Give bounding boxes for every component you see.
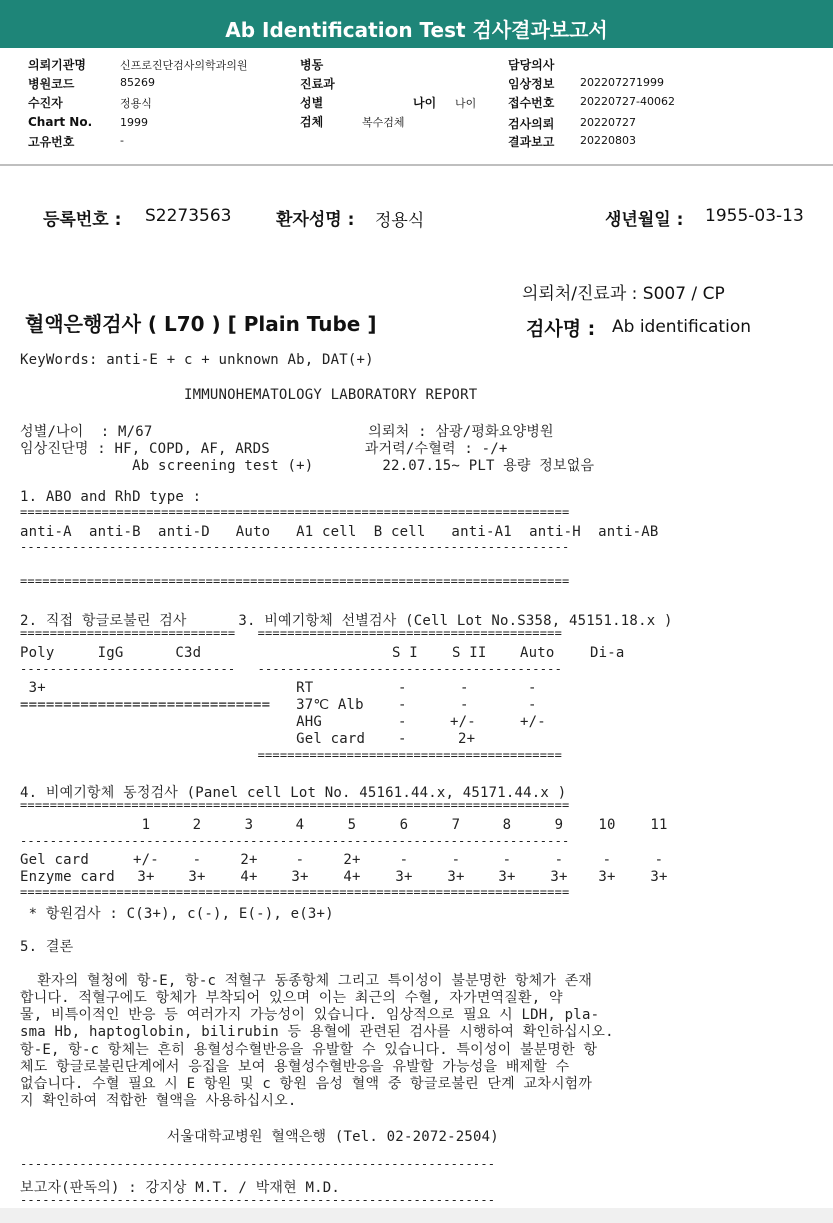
conclusion-line: 체도 항글로불린단계에서 응집을 보여 용혈성수혈반응을 유발할 가능성을 배제할 수 [20, 1059, 570, 1075]
chart-no-value: 1999 [120, 116, 148, 129]
screening-cell: +/- [520, 714, 546, 730]
panel-enzyme-result: 3+ [498, 869, 516, 885]
reporter-line: 보고자(판독의) : 강지상 M.T. / 박재현 M.D. [20, 1180, 341, 1196]
signature-rule-top: ---------------------------------------------------------------- [20, 1157, 496, 1171]
exam-name-label: 검사명 : [526, 318, 596, 340]
reg-no-label: 등록번호 : [43, 210, 122, 230]
receipt-no-value: 20220727-40062 [580, 95, 675, 108]
panel-rule-mid: -------------------------------------------------------------------------- [20, 834, 570, 848]
abo-header-row: anti-A anti-B anti-D Auto A1 cell B cell anti-A1 anti-H anti-AB [20, 524, 659, 540]
report-heading: IMMUNOHEMATOLOGY LABORATORY REPORT [20, 387, 478, 403]
panel-enzyme-result: 3+ [550, 869, 568, 885]
dat-result-rt-row: 3+ RT [20, 680, 314, 696]
report-date-label: 결과보고 [508, 135, 555, 149]
panel-gel-result: - [602, 852, 612, 868]
abo-rule-bottom: ========================================================================== [20, 574, 570, 588]
screening-header-auto: Auto [520, 645, 555, 661]
panel-gel-result: 2+ [343, 852, 361, 868]
screening-header-s1: S I [392, 645, 418, 661]
panel-cell-number: 6 [399, 817, 409, 833]
dat-rule-mid: ----------------------------- ----------------------------------------- [20, 662, 562, 676]
signature-rule-bottom: ---------------------------------------------------------------- [20, 1193, 496, 1207]
section-conclusion-title: 5. 결론 [20, 939, 74, 955]
dept-line: 의뢰처/진료과 : S007 / CP [522, 284, 725, 304]
chart-no-label: Chart No. [28, 115, 93, 129]
section-abo-title: 1. ABO and RhD type : [20, 489, 202, 505]
panel-gel-result: - [399, 852, 409, 868]
bottom-band [0, 1208, 833, 1223]
patient-value: 정용식 [120, 97, 152, 110]
screening-cell: - [398, 731, 407, 747]
panel-rule-bottom: ========================================================================== [20, 885, 570, 899]
panel-enzyme-result: 3+ [395, 869, 413, 885]
report-date-value: 20220803 [580, 134, 636, 147]
screening-cell: - [460, 680, 469, 696]
age-value: 나이 [455, 97, 477, 110]
section-panel-title: 4. 비예기항체 동정검사 (Panel cell Lot No. 45161.44.x, 45171.44.x ) [20, 785, 567, 801]
panel-cell-number: 5 [347, 817, 357, 833]
patient-name-label: 환자성명 : [276, 210, 355, 230]
hospital-name-value: 신프로진단검사의학과의원 [120, 59, 248, 72]
screening-cell: - [528, 680, 537, 696]
panel-cell-number: 4 [295, 817, 305, 833]
reg-no-value: S2273563 [145, 206, 232, 226]
panel-enzyme-result: 4+ [240, 869, 258, 885]
unique-no-label: 고유번호 [28, 135, 75, 149]
panel-enzyme-label: Enzyme card [20, 869, 115, 885]
panel-cell-number: 3 [244, 817, 254, 833]
panel-gel-result: - [502, 852, 512, 868]
exam-name-value: Ab identification [612, 317, 751, 337]
age-label: 나이 [413, 96, 437, 110]
dat-rule-top: ============================= ========================================= [20, 626, 562, 640]
panel-enzyme-result: 3+ [447, 869, 465, 885]
screening-cell: +/- [450, 714, 476, 730]
hospital-name-label: 의뢰기관명 [28, 58, 86, 72]
hospital-code-value: 85269 [120, 76, 155, 89]
screening-cell: 2+ [458, 731, 476, 747]
report-title: Ab Identification Test 검사결과보고서 [225, 18, 608, 42]
screening-cell: - [398, 714, 407, 730]
panel-enzyme-result: 3+ [188, 869, 206, 885]
screening-cell: - [398, 697, 407, 713]
screening-cell: - [460, 697, 469, 713]
clinical-info-value: 202207271999 [580, 76, 664, 89]
dob-value: 1955-03-13 [705, 206, 804, 226]
screening-note-line: Ab screening test (+) 22.07.15~ PLT 용량 정보없음 [20, 458, 595, 474]
dept-label: 진료과 [300, 77, 335, 91]
unique-no-value: - [120, 134, 124, 147]
conclusion-line: 합니다. 적혈구에도 항체가 부착되어 있으며 이는 최근의 수혈, 자가면역질환, 약 [20, 990, 563, 1006]
dob-label: 생년월일 : [605, 210, 684, 230]
panel-gel-result: 2+ [240, 852, 258, 868]
conclusion-line: 환자의 혈청에 항-E, 항-c 적혈구 동종항체 그리고 특이성이 불분명한 항체가 존재 [20, 973, 593, 989]
panel-gel-result: - [554, 852, 564, 868]
exam-title: 혈액은행검사 ( L70 ) [ Plain Tube ] [25, 312, 377, 336]
screening-header-s2: S II [452, 645, 487, 661]
hospital-code-label: 병원코드 [28, 77, 75, 91]
panel-enzyme-result: 3+ [291, 869, 309, 885]
sex-label: 성별 [300, 96, 324, 110]
abo-rule-mid: -------------------------------------------------------------------------- [20, 540, 570, 554]
panel-gel-result: +/- [133, 852, 159, 868]
gel-card-row-label: Gel card [20, 731, 366, 747]
dat-header-row: Poly IgG C3d [20, 645, 202, 661]
report-title-bar [0, 0, 833, 48]
conclusion-line: 물, 비특이적인 반응 등 여러가지 가능성이 있습니다. 임상적으로 필요 시 LDH, pla- [20, 1007, 600, 1023]
section-dat-screening-title: 2. 직접 항글로불린 검사 3. 비예기항체 선별검사 (Cell Lot No.S358, 45151.18.x ) [20, 613, 673, 629]
patient-name-value: 정용식 [375, 211, 425, 231]
panel-rule-top: ========================================================================== [20, 798, 570, 812]
antigen-test-line: * 항원검사 : C(3+), c(-), E(-), e(3+) [20, 906, 334, 922]
panel-gel-result: - [192, 852, 202, 868]
specimen-label: 검체 [300, 115, 324, 129]
clinical-info-label: 임상정보 [508, 77, 555, 91]
keywords-line: KeyWords: anti-E + c + unknown Ab, DAT(+) [20, 352, 374, 368]
panel-cell-number: 8 [502, 817, 512, 833]
panel-cell-number: 1 [141, 817, 151, 833]
panel-cell-number: 11 [650, 817, 668, 833]
diagnosis-line: 임상진단명 : HF, COPD, AF, ARDS 과거력/수혈력 : -/+ [20, 441, 508, 457]
dat-bottom-alb-row: ============================= 37℃ Alb [20, 697, 364, 713]
panel-cell-number: 7 [451, 817, 461, 833]
panel-cell-number: 10 [598, 817, 616, 833]
ward-label: 병동 [300, 58, 324, 72]
header-info [0, 48, 833, 166]
screening-rule-bottom: ========================================= [20, 748, 562, 762]
panel-gel-label: Gel card [20, 852, 90, 868]
request-date-label: 검사의뢰 [508, 117, 555, 131]
blood-bank-contact: 서울대학교병원 혈액은행 (Tel. 02-2072-2504) [20, 1129, 499, 1145]
doctor-label: 담당의사 [508, 58, 555, 72]
screening-cell: - [528, 697, 537, 713]
sex-age-line: 성별/나이 : M/67 의뢰처 : 삼광/평화요양병원 [20, 424, 554, 440]
panel-enzyme-result: 3+ [650, 869, 668, 885]
panel-enzyme-result: 3+ [137, 869, 155, 885]
panel-gel-result: - [295, 852, 305, 868]
panel-cell-number: 9 [554, 817, 564, 833]
panel-enzyme-result: 4+ [343, 869, 361, 885]
screening-cell: - [398, 680, 407, 696]
patient-label: 수진자 [28, 96, 63, 110]
screening-header-dia: Di-a [590, 645, 625, 661]
ahg-row-label: AHG [20, 714, 323, 730]
panel-enzyme-result: 3+ [598, 869, 616, 885]
conclusion-line: 지 확인하여 적합한 혈액을 사용하십시오. [20, 1093, 297, 1109]
specimen-value: 복수검체 [362, 116, 405, 129]
panel-cell-number: 2 [192, 817, 202, 833]
receipt-no-label: 접수번호 [508, 96, 555, 110]
conclusion-line: sma Hb, haptoglobin, bilirubin 등 용혈에 관련된 검사를 시행하여 확인하십시오. [20, 1024, 614, 1040]
request-date-value: 20220727 [580, 116, 636, 129]
panel-gel-result: - [654, 852, 664, 868]
panel-gel-result: - [451, 852, 461, 868]
conclusion-line: 없습니다. 수혈 필요 시 E 항원 및 c 항원 음성 혈액 중 항글로불린 단계 교차시험까 [20, 1076, 593, 1092]
conclusion-line: 항-E, 항-c 항체는 흔히 용혈성수혈반응을 유발할 수 있습니다. 특이성이 불분명한 항 [20, 1042, 598, 1058]
abo-rule-top: ========================================================================== [20, 505, 570, 519]
